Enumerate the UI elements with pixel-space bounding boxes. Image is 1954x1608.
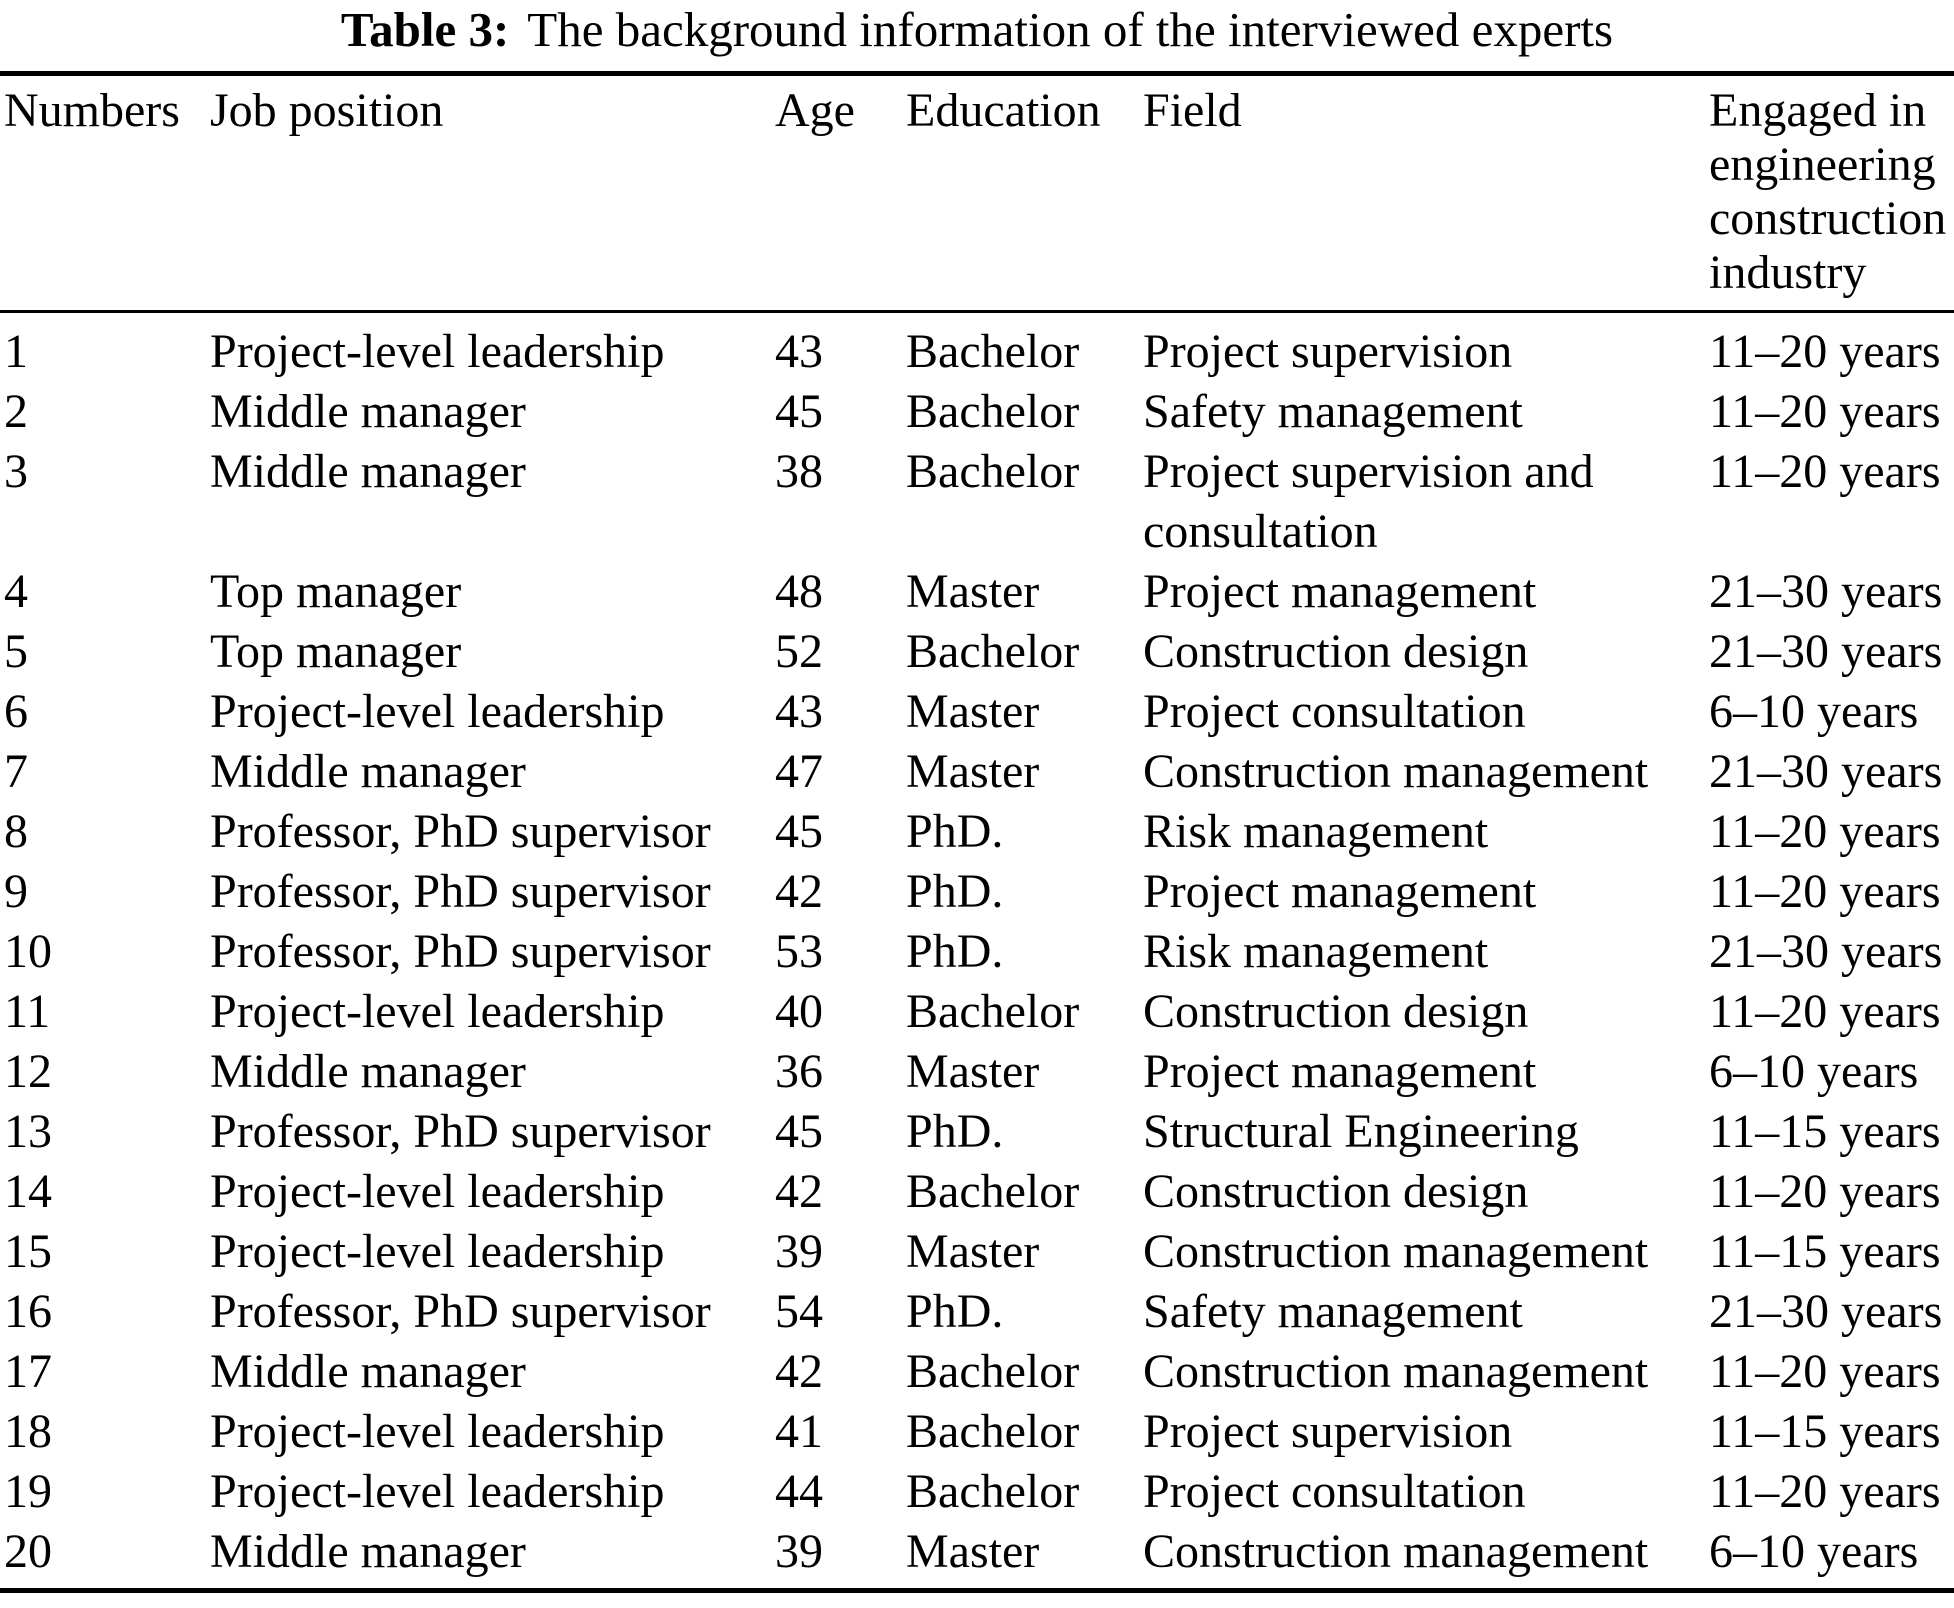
cell-age: 41 — [775, 1405, 823, 1458]
cell-education: PhD. — [906, 1285, 1004, 1338]
cell-engaged-years: 11–20 years — [1709, 385, 1941, 438]
cell-job-position: Project-level leadership — [210, 985, 665, 1038]
cell-education: Master — [906, 1225, 1040, 1278]
header-row — [0, 74, 1954, 312]
cell-education: Bachelor — [906, 385, 1080, 438]
table-row — [0, 682, 1954, 742]
cell-job-position: Professor, PhD supervisor — [210, 865, 711, 918]
cell-field: Project supervision and consultation — [1143, 445, 1594, 558]
cell-engaged-years: 11–20 years — [1709, 865, 1941, 918]
cell-field: Project management — [1143, 865, 1537, 918]
cell-field: Project supervision — [1143, 325, 1513, 378]
cell-age: 39 — [775, 1225, 823, 1278]
cell-education: Bachelor — [906, 625, 1080, 678]
cell-job-position: Middle manager — [210, 745, 526, 798]
cell-education: PhD. — [906, 865, 1004, 918]
cell-numbers: 8 — [4, 805, 28, 858]
cell-age: 43 — [775, 325, 823, 378]
cell-engaged-years: 21–30 years — [1709, 1285, 1943, 1338]
cell-job-position: Top manager — [210, 625, 462, 678]
cell-age: 47 — [775, 745, 823, 798]
cell-field: Construction management — [1143, 1525, 1649, 1578]
cell-job-position: Project-level leadership — [210, 1165, 665, 1218]
cell-field: Risk management — [1143, 925, 1489, 978]
cell-numbers: 15 — [4, 1225, 52, 1278]
column-header-education: Education — [906, 84, 1101, 137]
cell-education: Bachelor — [906, 985, 1080, 1038]
cell-education: Bachelor — [906, 1465, 1080, 1518]
cell-engaged-years: 6–10 years — [1709, 1045, 1919, 1098]
cell-age: 44 — [775, 1465, 823, 1518]
cell-field: Project supervision — [1143, 1405, 1513, 1458]
table-row — [0, 442, 1954, 562]
table-row — [0, 382, 1954, 442]
cell-education: Bachelor — [906, 1345, 1080, 1398]
table-row — [0, 1042, 1954, 1102]
cell-numbers: 20 — [4, 1525, 52, 1578]
cell-job-position: Professor, PhD supervisor — [210, 925, 711, 978]
cell-job-position: Middle manager — [210, 385, 526, 438]
cell-engaged-years: 11–20 years — [1709, 445, 1941, 498]
cell-job-position: Project-level leadership — [210, 1225, 665, 1278]
cell-age: 45 — [775, 1105, 823, 1158]
cell-field: Project consultation — [1143, 1465, 1526, 1518]
cell-education: PhD. — [906, 1105, 1004, 1158]
table-row — [0, 1462, 1954, 1522]
cell-numbers: 1 — [4, 325, 28, 378]
cell-engaged-years: 21–30 years — [1709, 745, 1943, 798]
table-row — [0, 1162, 1954, 1222]
cell-engaged-years: 11–20 years — [1709, 325, 1941, 378]
cell-age: 36 — [775, 1045, 823, 1098]
cell-job-position: Project-level leadership — [210, 1405, 665, 1458]
cell-education: Bachelor — [906, 1405, 1080, 1458]
cell-field: Construction design — [1143, 625, 1529, 678]
cell-job-position: Professor, PhD supervisor — [210, 1285, 711, 1338]
table-caption-text: The background information of the interviewed experts — [527, 2, 1614, 57]
cell-engaged-years: 11–20 years — [1709, 805, 1941, 858]
cell-numbers: 16 — [4, 1285, 52, 1338]
cell-age: 54 — [775, 1285, 823, 1338]
cell-job-position: Professor, PhD supervisor — [210, 805, 711, 858]
column-header-job-position: Job position — [210, 84, 444, 137]
cell-age: 42 — [775, 1345, 823, 1398]
cell-field: Construction management — [1143, 1345, 1649, 1398]
cell-job-position: Professor, PhD supervisor — [210, 1105, 711, 1158]
cell-education: Bachelor — [906, 445, 1080, 498]
table-row — [0, 982, 1954, 1042]
cell-job-position: Project-level leadership — [210, 685, 665, 738]
cell-education: Master — [906, 1525, 1040, 1578]
table-row — [0, 1222, 1954, 1282]
cell-age: 43 — [775, 685, 823, 738]
cell-job-position: Middle manager — [210, 1525, 526, 1578]
cell-age: 38 — [775, 445, 823, 498]
cell-numbers: 4 — [4, 565, 28, 618]
table-row — [0, 622, 1954, 682]
table-row — [0, 862, 1954, 922]
table-row — [0, 742, 1954, 802]
cell-age: 52 — [775, 625, 823, 678]
cell-education: Bachelor — [906, 1165, 1080, 1218]
cell-age: 39 — [775, 1525, 823, 1578]
cell-age: 53 — [775, 925, 823, 978]
cell-field: Safety management — [1143, 385, 1523, 438]
table-caption-label: Table 3: — [340, 2, 510, 57]
cell-age: 40 — [775, 985, 823, 1038]
experts-table-body — [0, 312, 1954, 1591]
cell-numbers: 3 — [4, 445, 28, 498]
cell-job-position: Project-level leadership — [210, 325, 665, 378]
cell-numbers: 13 — [4, 1105, 52, 1158]
table-row — [0, 312, 1954, 383]
cell-age: 45 — [775, 385, 823, 438]
cell-engaged-years: 11–20 years — [1709, 1165, 1941, 1218]
cell-job-position: Middle manager — [210, 1345, 526, 1398]
cell-engaged-years: 11–15 years — [1709, 1405, 1941, 1458]
cell-engaged-years: 11–15 years — [1709, 1225, 1941, 1278]
cell-numbers: 10 — [4, 925, 52, 978]
cell-field: Risk management — [1143, 805, 1489, 858]
cell-numbers: 7 — [4, 745, 28, 798]
table-row — [0, 802, 1954, 862]
table-row — [0, 562, 1954, 622]
cell-field: Construction management — [1143, 745, 1649, 798]
cell-job-position: Middle manager — [210, 1045, 526, 1098]
cell-numbers: 17 — [4, 1345, 52, 1398]
table-row — [0, 1342, 1954, 1402]
cell-field: Construction design — [1143, 1165, 1529, 1218]
column-header-numbers: Numbers — [4, 84, 180, 137]
cell-education: Master — [906, 745, 1040, 798]
cell-age: 42 — [775, 865, 823, 918]
table-caption — [0, 2, 1954, 58]
cell-age: 45 — [775, 805, 823, 858]
cell-engaged-years: 11–20 years — [1709, 985, 1941, 1038]
cell-field: Project consultation — [1143, 685, 1526, 738]
cell-engaged-years: 11–15 years — [1709, 1105, 1941, 1158]
cell-engaged-years: 11–20 years — [1709, 1345, 1941, 1398]
table-row — [0, 1102, 1954, 1162]
cell-numbers: 2 — [4, 385, 28, 438]
cell-education: PhD. — [906, 925, 1004, 978]
cell-numbers: 19 — [4, 1465, 52, 1518]
column-header-engaged-years: Engaged in engineering construction industry — [1709, 84, 1947, 299]
cell-age: 42 — [775, 1165, 823, 1218]
cell-field: Safety management — [1143, 1285, 1523, 1338]
cell-age: 48 — [775, 565, 823, 618]
cell-job-position: Project-level leadership — [210, 1465, 665, 1518]
cell-numbers: 18 — [4, 1405, 52, 1458]
table-row — [0, 1402, 1954, 1462]
cell-job-position: Top manager — [210, 565, 462, 618]
experts-table — [0, 71, 1954, 1593]
table-row — [0, 922, 1954, 982]
cell-education: Master — [906, 685, 1040, 738]
cell-education: Master — [906, 565, 1040, 618]
cell-education: Master — [906, 1045, 1040, 1098]
table-row — [0, 1522, 1954, 1591]
cell-engaged-years: 21–30 years — [1709, 565, 1943, 618]
cell-engaged-years: 11–20 years — [1709, 1465, 1941, 1518]
cell-field: Construction design — [1143, 985, 1529, 1038]
cell-education: PhD. — [906, 805, 1004, 858]
cell-education: Bachelor — [906, 325, 1080, 378]
cell-field: Construction management — [1143, 1225, 1649, 1278]
cell-field: Project management — [1143, 565, 1537, 618]
cell-numbers: 5 — [4, 625, 28, 678]
cell-numbers: 14 — [4, 1165, 52, 1218]
cell-engaged-years: 6–10 years — [1709, 1525, 1919, 1578]
column-header-field: Field — [1143, 84, 1242, 137]
cell-engaged-years: 21–30 years — [1709, 625, 1943, 678]
cell-numbers: 11 — [4, 985, 51, 1038]
cell-numbers: 12 — [4, 1045, 52, 1098]
cell-field: Structural Engineering — [1143, 1105, 1579, 1158]
table-row — [0, 1282, 1954, 1342]
cell-engaged-years: 6–10 years — [1709, 685, 1919, 738]
cell-numbers: 6 — [4, 685, 28, 738]
cell-job-position: Middle manager — [210, 445, 526, 498]
cell-field: Project management — [1143, 1045, 1537, 1098]
cell-numbers: 9 — [4, 865, 28, 918]
column-header-age: Age — [775, 84, 855, 137]
cell-engaged-years: 21–30 years — [1709, 925, 1943, 978]
